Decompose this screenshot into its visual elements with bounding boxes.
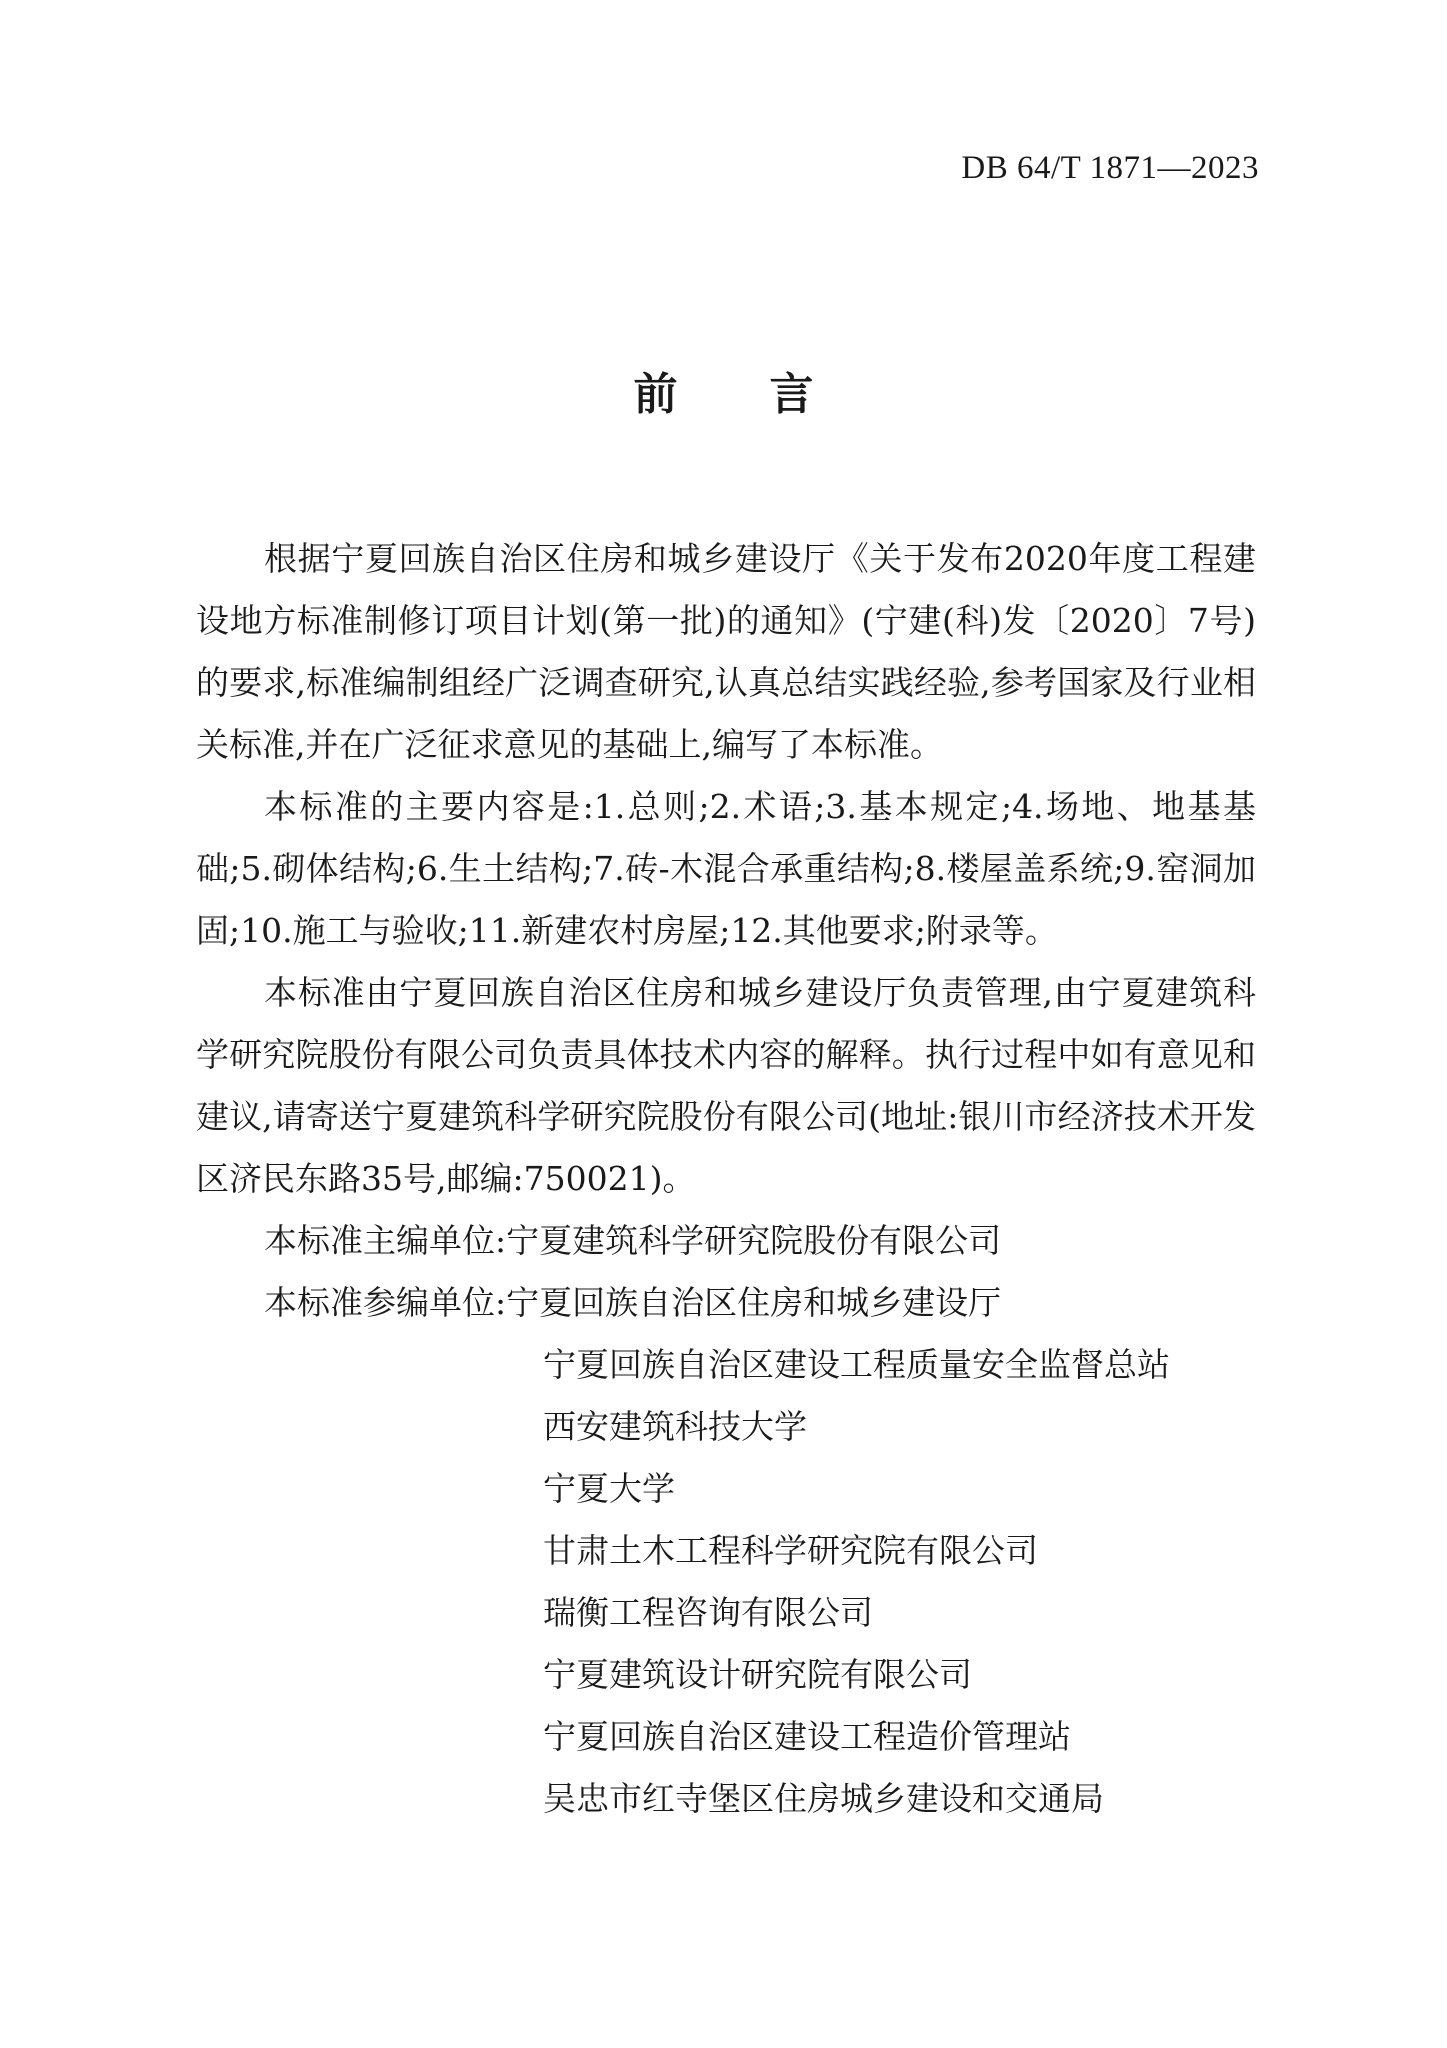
participating-editor-row (196, 1272, 1256, 1334)
list-item: 宁夏建筑设计研究院有限公司 (543, 1655, 972, 1694)
page-title-char-1: 前 (633, 369, 678, 420)
list-item: 宁夏回族自治区建设工程造价管理站 (543, 1717, 1071, 1756)
paragraph-management: 本标准由宁夏回族自治区住房和城乡建设厅负责管理,由宁夏建筑科学研究院股份有限公司负责具体技术内容的解释。执行过程中如有意见和建议,请寄送宁夏建筑科学研究院股份有限公司(地址:银川市经济技术开发区济民东路35号,邮编:750021)。 (196, 973, 1256, 1198)
list-item: 西安建筑科技大学 (543, 1407, 807, 1446)
participating-editor-list (196, 1334, 1256, 1830)
page-title (0, 358, 1447, 422)
paragraph-basis: 根据宁夏回族自治区住房和城乡建设厅《关于发布2020年度工程建设地方标准制修订项目计划(第一批)的通知》(宁建(科)发〔2020〕7号)的要求,标准编制组经广泛调查研究,认真总结实践经验,参考国家及行业相关标准,并在广泛征求意见的基础上,编写了本标准。 (196, 539, 1256, 764)
list-item: 吴忠市红寺堡区住房城乡建设和交通局 (543, 1779, 1104, 1818)
chief-editor-row (196, 1210, 1256, 1272)
list-item: 瑞衡工程咨询有限公司 (543, 1593, 873, 1632)
page-title-char-2: 言 (769, 369, 814, 420)
list-item: 宁夏大学 (543, 1469, 675, 1508)
participating-editor-first: 宁夏回族自治区住房和城乡建设厅 (506, 1283, 1002, 1322)
participating-editor-label: 本标准参编单位: (264, 1283, 507, 1322)
list-item: 甘肃土木工程科学研究院有限公司 (543, 1531, 1038, 1570)
chief-editor-unit: 宁夏建筑科学研究院股份有限公司 (506, 1221, 1002, 1260)
standard-number: DB 64/T 1871—2023 (961, 150, 1259, 186)
chief-editor-label: 本标准主编单位: (264, 1221, 507, 1260)
paragraph-contents: 本标准的主要内容是:1.总则;2.术语;3.基本规定;4.场地、地基基础;5.砌体结构;6.生土结构;7.砖-木混合承重结构;8.楼屋盖系统;9.窑洞加固;10.施工与验收;11.新建农村房屋;12.其他要求;附录等。 (196, 787, 1256, 950)
preface-body (196, 528, 1256, 1830)
list-item: 宁夏回族自治区建设工程质量安全监督总站 (543, 1345, 1170, 1384)
